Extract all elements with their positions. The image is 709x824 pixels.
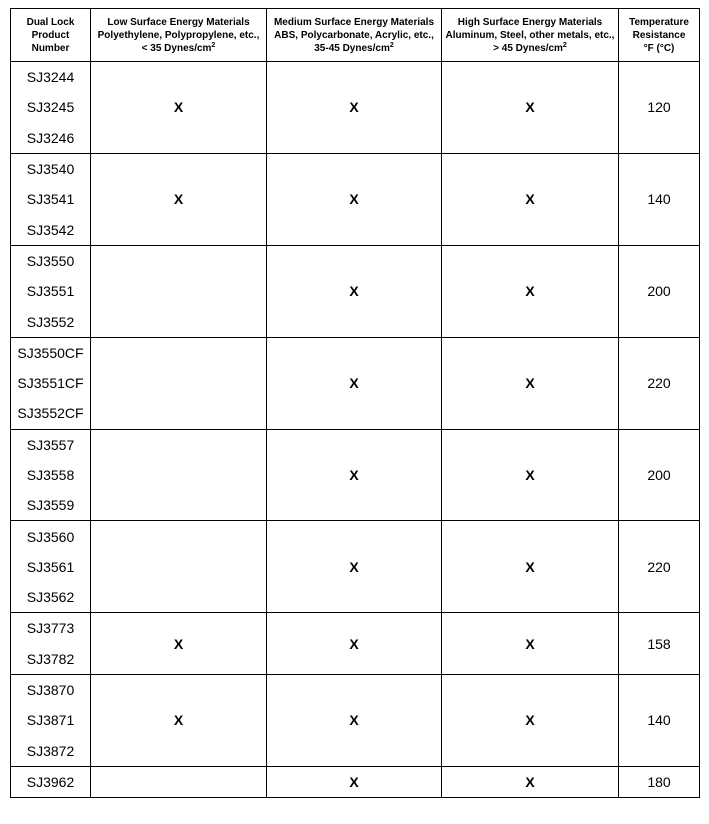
product-number-cell: SJ3562 <box>11 582 91 613</box>
high-energy-cell: X <box>442 337 619 429</box>
low-energy-cell: X <box>91 62 267 154</box>
medium-energy-cell: X <box>267 766 442 797</box>
high-energy-cell: X <box>442 766 619 797</box>
table-row <box>11 766 700 797</box>
high-energy-cell: X <box>442 613 619 675</box>
temperature-cell: 120 <box>619 62 700 154</box>
temperature-cell: 200 <box>619 245 700 337</box>
table-row <box>11 429 700 460</box>
product-number-cell: SJ3542 <box>11 214 91 245</box>
product-number-cell: SJ3782 <box>11 644 91 675</box>
temperature-cell: 200 <box>619 429 700 521</box>
table-row <box>11 521 700 552</box>
compatibility-table <box>10 8 700 798</box>
product-number-cell: SJ3557 <box>11 429 91 460</box>
medium-energy-cell: X <box>267 245 442 337</box>
table-row <box>11 153 700 184</box>
product-number-cell: SJ3559 <box>11 490 91 521</box>
header-medium-surface-energy: Medium Surface Energy Materials ABS, Polycarbonate, Acrylic, etc., 35-45 Dynes/$cm^2$ <box>267 9 442 62</box>
table-row <box>11 613 700 644</box>
medium-energy-cell: X <box>267 674 442 766</box>
header-row <box>11 9 700 62</box>
header-high-surface-energy: High Surface Energy Materials Aluminum, Steel, other metals, etc., > 45 Dynes/$cm^2$ <box>442 9 619 62</box>
product-number-cell: SJ3551CF <box>11 368 91 398</box>
product-number-cell: SJ3246 <box>11 123 91 154</box>
medium-energy-cell: X <box>267 613 442 675</box>
low-energy-cell: X <box>91 674 267 766</box>
medium-energy-cell: X <box>267 62 442 154</box>
product-number-cell: SJ3561 <box>11 552 91 582</box>
product-number-cell: SJ3541 <box>11 184 91 214</box>
product-number-cell: SJ3773 <box>11 613 91 644</box>
table-row <box>11 245 700 276</box>
low-energy-cell <box>91 766 267 797</box>
header-temperature-resistance: Temperature Resistance °F (°C) <box>619 9 700 62</box>
high-energy-cell: X <box>442 674 619 766</box>
temperature-cell: 158 <box>619 613 700 675</box>
temperature-cell: 180 <box>619 766 700 797</box>
product-number-cell: SJ3551 <box>11 276 91 306</box>
product-number-cell: SJ3962 <box>11 766 91 797</box>
table-row <box>11 62 700 93</box>
low-energy-cell: X <box>91 613 267 675</box>
product-number-cell: SJ3540 <box>11 153 91 184</box>
product-number-cell: SJ3560 <box>11 521 91 552</box>
table-row <box>11 674 700 705</box>
product-number-cell: SJ3558 <box>11 460 91 490</box>
temperature-cell: 140 <box>619 674 700 766</box>
low-energy-cell <box>91 429 267 521</box>
temperature-cell: 220 <box>619 337 700 429</box>
header-low-surface-energy: Low Surface Energy Materials Polyethylene, Polypropylene, etc., < 35 Dynes/$cm^2$ <box>91 9 267 62</box>
high-energy-cell: X <box>442 521 619 613</box>
low-energy-cell <box>91 521 267 613</box>
product-number-cell: SJ3552CF <box>11 398 91 429</box>
medium-energy-cell: X <box>267 337 442 429</box>
high-energy-cell: X <box>442 429 619 521</box>
medium-energy-cell: X <box>267 153 442 245</box>
product-number-cell: SJ3550CF <box>11 337 91 368</box>
low-energy-cell <box>91 337 267 429</box>
low-energy-cell: X <box>91 153 267 245</box>
product-number-cell: SJ3552 <box>11 306 91 337</box>
product-number-cell: SJ3870 <box>11 674 91 705</box>
product-number-cell: SJ3244 <box>11 62 91 93</box>
temperature-cell: 140 <box>619 153 700 245</box>
temperature-cell: 220 <box>619 521 700 613</box>
high-energy-cell: X <box>442 62 619 154</box>
table-row <box>11 337 700 368</box>
table-header <box>11 9 700 62</box>
product-number-cell: SJ3872 <box>11 736 91 767</box>
medium-energy-cell: X <box>267 521 442 613</box>
product-number-cell: SJ3245 <box>11 92 91 122</box>
medium-energy-cell: X <box>267 429 442 521</box>
product-number-cell: SJ3871 <box>11 705 91 735</box>
low-energy-cell <box>91 245 267 337</box>
table-body <box>11 62 700 798</box>
header-product-number: Dual Lock Product Number <box>11 9 91 62</box>
product-number-cell: SJ3550 <box>11 245 91 276</box>
high-energy-cell: X <box>442 153 619 245</box>
high-energy-cell: X <box>442 245 619 337</box>
